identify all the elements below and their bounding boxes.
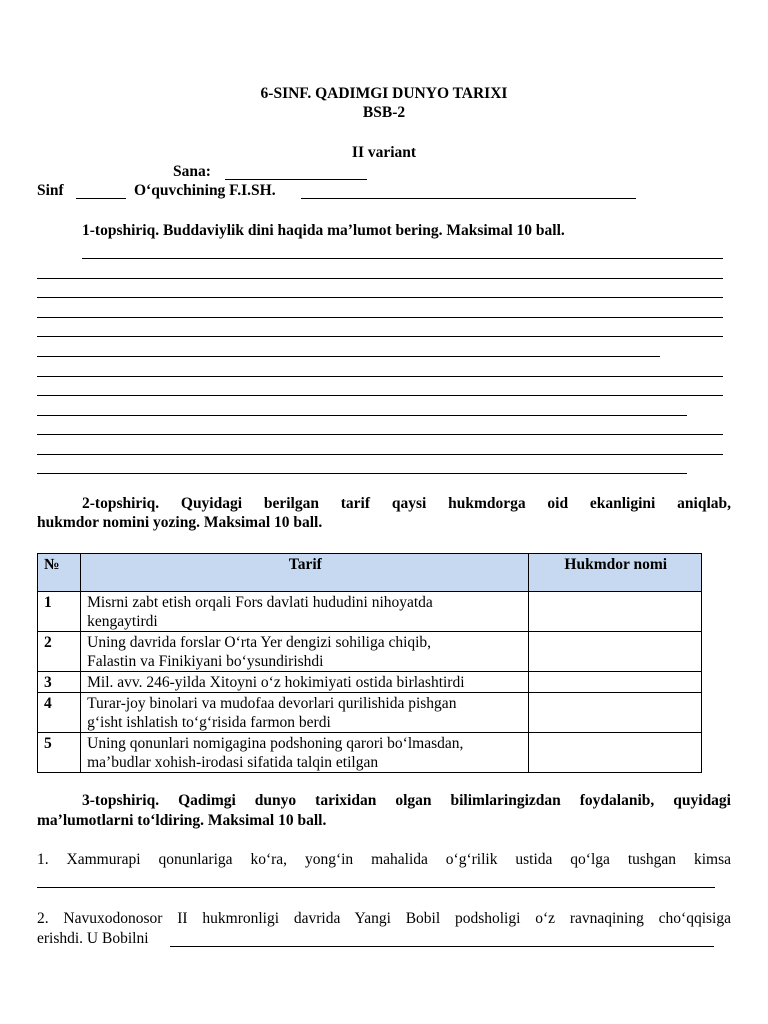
answer-line[interactable]	[82, 258, 723, 259]
table-row	[38, 733, 702, 773]
ruler-name-cell[interactable]	[529, 672, 702, 693]
ruler-name-cell[interactable]	[529, 632, 702, 672]
worksheet-title: 6-SINF. QADIMGI DUNYO TARIXI	[260, 85, 508, 102]
answer-line[interactable]	[37, 415, 687, 416]
answer-line[interactable]	[37, 395, 723, 396]
task3-prompt-line1: 3-topshiriq. Qadimgi dunyo tarixidan olgan bilimlaringizdan foydalanib, quyidagi	[82, 792, 731, 809]
date-label: Sana:	[173, 163, 211, 180]
table-row	[38, 592, 702, 632]
answer-line[interactable]	[37, 317, 723, 318]
question-1: 1. Xammurapi qonunlariga ko‘ra, yong‘in mahalida o‘g‘rilik ustida qo‘lga tushgan kimsa	[37, 851, 731, 868]
question-2-line2: erishdi. U Bobilni	[37, 930, 149, 947]
row-number: 3	[38, 672, 81, 693]
row-definition: Misrni zabt etish orqali Fors davlati hududini nihoyatda kengaytirdi	[81, 592, 529, 632]
row-number: 1	[38, 592, 81, 632]
answer-line[interactable]	[37, 473, 687, 474]
answer-line[interactable]	[37, 297, 723, 298]
column-header-definition: Tarif	[81, 554, 529, 592]
ruler-name-cell[interactable]	[529, 693, 702, 733]
question-1-answer-line[interactable]	[37, 887, 715, 888]
table-header-row	[38, 554, 702, 592]
column-header-ruler-name: Hukmdor nomi	[529, 554, 702, 592]
ruler-name-cell[interactable]	[529, 733, 702, 773]
answer-line[interactable]	[37, 434, 723, 435]
task1-prompt: 1-topshiriq. Buddaviylik dini haqida ma’lumot bering. Maksimal 10 ball.	[82, 222, 565, 239]
row-number: 5	[38, 733, 81, 773]
row-definition: Uning qonunlari nomigagina podshoning qarori bo‘lmasdan, ma’budlar xohish-irodasi sifatida talqin etilgan	[81, 733, 529, 773]
answer-line[interactable]	[37, 336, 723, 337]
answer-line[interactable]	[37, 356, 660, 357]
task3-prompt-line2: ma’lumotlarni to‘ldiring. Maksimal 10 ball.	[37, 812, 327, 829]
ruler-name-cell[interactable]	[529, 592, 702, 632]
variant-label: II variant	[351, 144, 417, 161]
table-row	[38, 632, 702, 672]
task2-prompt-line2: hukmdor nomini yozing. Maksimal 10 ball.	[37, 514, 323, 531]
answer-line[interactable]	[37, 454, 723, 455]
question-2-line1: 2. Navuxodonosor II hukmronligi davrida Yangi Bobil podsholigi o‘z ravnaqining cho‘qqisiga	[37, 910, 731, 927]
row-definition: Mil. avv. 246-yilda Xitoyni o‘z hokimiyati ostida birlashtirdi	[81, 672, 529, 693]
row-number: 2	[38, 632, 81, 672]
table-row	[38, 693, 702, 733]
row-number: 4	[38, 693, 81, 733]
answer-line[interactable]	[37, 376, 723, 377]
question-2-answer-line[interactable]	[170, 946, 714, 947]
student-name-label: O‘quvchining F.I.SH.	[134, 182, 276, 199]
date-field[interactable]	[225, 179, 367, 180]
row-definition: Uning davrida forslar O‘rta Yer dengizi sohiliga chiqib, Falastin va Finikiyani bo‘ysundirishdi	[81, 632, 529, 672]
ruler-definitions-table	[37, 553, 702, 773]
task2-prompt-line1: 2-topshiriq. Quyidagi berilgan tarif qaysi hukmdorga oid ekanligini aniqlab,	[82, 495, 731, 512]
class-label: Sinf	[37, 182, 64, 199]
student-name-field[interactable]	[301, 198, 636, 199]
column-header-number: №	[38, 554, 81, 592]
worksheet-code: BSB-2	[362, 104, 406, 121]
table-row	[38, 672, 702, 693]
row-definition: Turar-joy binolari va mudofaa devorlari qurilishida pishgan g‘isht ishlatish to‘g‘risida farmon berdi	[81, 693, 529, 733]
class-field[interactable]	[76, 198, 126, 199]
answer-line[interactable]	[37, 278, 723, 279]
